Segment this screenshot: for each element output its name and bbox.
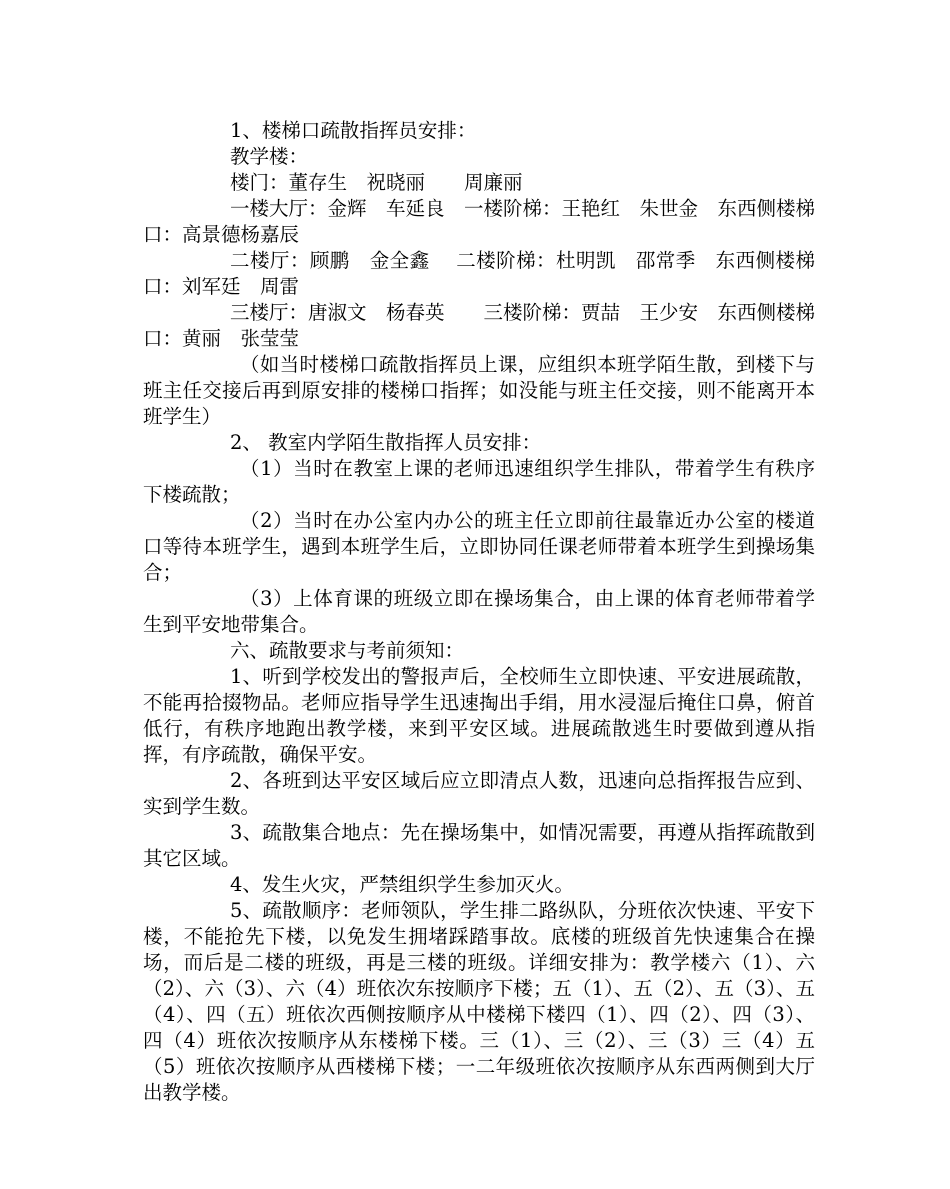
paragraph-classroom-commanders-heading: 2、 教室内学陌生散指挥人员安排：: [230, 431, 542, 454]
paragraph-requirement-5: 5、疏散顺序：老师领队，学生排二路纵队，分班依次快速、平安下楼，不能抢先下楼，以免发生拥堵踩踏事故。底楼的班级首先快速集合在操场，而后是二楼的班级，再是三楼的班级。详细安排为：教学楼六（1）、六（2）、六（3）、六（4）班依次东按顺序下楼；五（1）、五（2）、五（3）、五（4）、四（五）班依次西侧按顺序从中楼梯下楼四（1）、四（2）、四（3）、四（4）班依次按顺序从东楼梯下楼。三（1）、三（2）、三（3）三（4）五（5）班依次按顺序从西楼梯下楼；一二年级班依次按顺序从东西两侧到大厅出教学楼。: [143, 899, 815, 1104]
paragraph-teaching-building: 教学楼：: [230, 145, 309, 168]
paragraph-stair-commanders-heading: 1、楼梯口疏散指挥员安排：: [230, 119, 477, 142]
paragraph-requirement-3: 3、疏散集合地点：先在操场集中，如情况需要，再遵从指挥疏散到其它区域。: [143, 821, 815, 870]
document-body: [143, 118, 815, 1106]
paragraph-stair-note: （如当时楼梯口疏散指挥员上课，应组织本班学陌生散，到楼下与班主任交接后再到原安排的楼梯口指挥；如没能与班主任交接，则不能离开本班学生）: [143, 353, 815, 428]
paragraph-first-floor: 一楼大厅：金辉 车延良 一楼阶梯：王艳红 朱世金 东西侧楼梯口：高景德杨嘉辰: [143, 197, 816, 246]
paragraph-requirement-4: 4、发生火灾，严禁组织学生参加灭火。: [230, 873, 574, 896]
paragraph-requirement-1: 1、听到学校发出的警报声后，全校师生立即快速、平安进展疏散，不能再拾掇物品。老师应指导学生迅速掏出手绢，用水浸湿后掩住口鼻，俯首低行，有秩序地跑出教学楼，来到平安区域。进展疏散逃生时要做到遵从指挥，有序疏散，确保平安。: [143, 665, 815, 766]
paragraph-classroom-item-1: （1）当时在教室上课的老师迅速组织学生排队，带着学生有秩序下楼疏散；: [143, 457, 815, 506]
section-heading-requirements: 六、疏散要求与考前须知：: [230, 639, 465, 662]
paragraph-requirement-2: 2、各班到达平安区域后应立即清点人数，迅速向总指挥报告应到、实到学生数。: [143, 769, 815, 818]
paragraph-third-floor: 三楼厅：唐淑文 杨春英 三楼阶梯：贾喆 王少安 东西侧楼梯口：黄丽 张莹莹: [143, 301, 816, 350]
paragraph-classroom-item-2: （2）当时在办公室内办公的班主任立即前往最靠近办公室的楼道口等待本班学生，遇到本班学生后，立即协同任课老师带着本班学生到操场集合；: [143, 509, 815, 584]
paragraph-second-floor: 二楼厅：顾鹏 金全鑫 二楼阶梯：杜明凯 邵常季 东西侧楼梯口：刘军廷 周雷: [143, 249, 815, 298]
paragraph-building-door: 楼门：董存生 祝晓丽 周廉丽: [230, 171, 523, 194]
paragraph-classroom-item-3: （3）上体育课的班级立即在操场集合，由上课的体育老师带着学生到平安地带集合。: [143, 587, 815, 636]
